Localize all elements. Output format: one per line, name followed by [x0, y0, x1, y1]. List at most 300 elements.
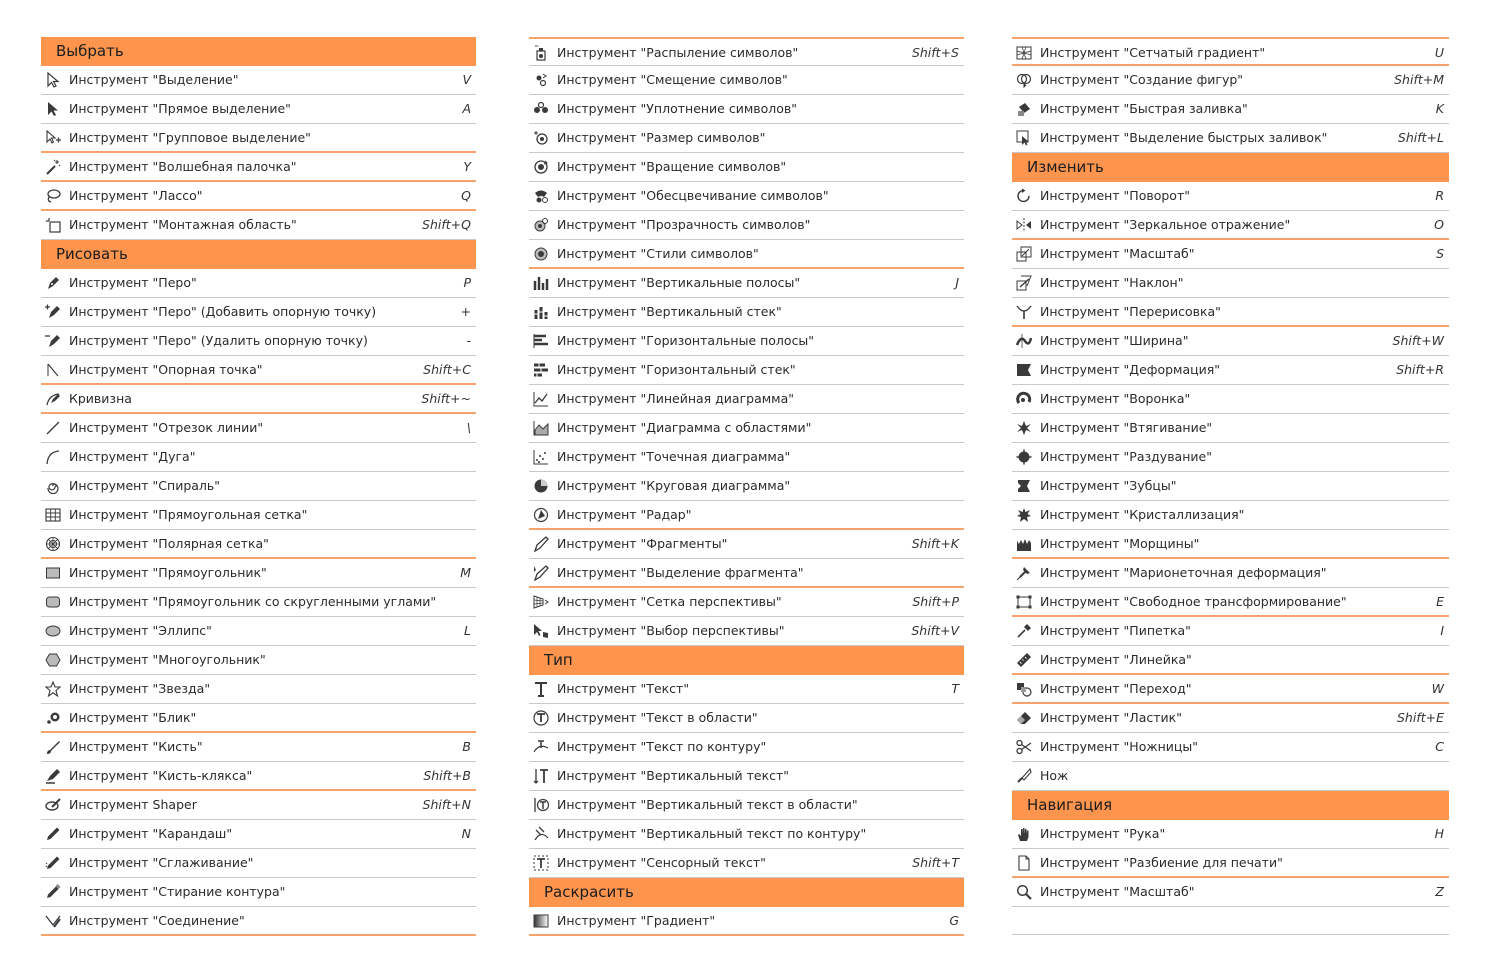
symbol-screener-icon: [533, 217, 549, 233]
spiral-icon: [45, 478, 61, 494]
shortcut-key: U: [1434, 45, 1444, 60]
tool-label: Инструмент "Уплотнение символов": [557, 101, 798, 116]
shortcut-key: Shift+V: [911, 623, 959, 638]
tool-row: [41, 182, 476, 211]
shortcut-key: Shift+M: [1394, 72, 1444, 87]
shortcut-key: Shift+R: [1396, 362, 1444, 377]
shortcut-key: O: [1434, 217, 1444, 232]
tool-row: [1012, 298, 1449, 327]
tool-row: [41, 211, 476, 240]
warp-icon: [1016, 362, 1032, 378]
shortcut-key: T: [951, 681, 959, 696]
tool-label: Инструмент Shaper: [69, 797, 197, 812]
shortcut-key: Shift+Q: [422, 217, 471, 232]
tool-label: Инструмент "Перо" (Добавить опорную точку): [69, 304, 377, 319]
vertical-type-path-icon: [533, 826, 549, 842]
tool-row: [41, 124, 476, 153]
shortcut-key: I: [1440, 623, 1444, 638]
vertical-type-icon: [533, 768, 549, 784]
tool-label: Инструмент "Обесцвечивание символов": [557, 188, 829, 203]
line-graph-icon: [533, 391, 549, 407]
flare-icon: [45, 710, 61, 726]
tool-row: [1012, 588, 1449, 617]
symbol-sizer-icon: [533, 130, 549, 146]
tool-label: Инструмент "Вертикальный текст по контуру": [557, 826, 867, 841]
tool-label: Инструмент "Перо" (Удалить опорную точку): [69, 333, 368, 348]
tool-row: [529, 849, 964, 878]
shortcut-key: Shift+L: [1397, 130, 1444, 145]
tool-label: Инструмент "Размер символов": [557, 130, 766, 145]
tool-row: [1012, 327, 1449, 356]
section-header: Рисовать: [41, 240, 476, 269]
type-icon: [533, 681, 549, 697]
tool-row: [41, 153, 476, 182]
area-type-icon: [533, 710, 549, 726]
tool-row: [1012, 849, 1449, 878]
tool-label: Инструмент "Круговая диаграмма": [557, 478, 791, 493]
tool-row: [41, 646, 476, 675]
brush-icon: [45, 739, 61, 755]
tool-label: Инструмент "Пипетка": [1040, 623, 1191, 638]
symbol-scruncher-icon: [533, 101, 549, 117]
tool-row: [529, 530, 964, 559]
ellipse-icon: [45, 623, 61, 639]
tool-label: Инструмент "Линейка": [1040, 652, 1192, 667]
tool-row: [1012, 820, 1449, 849]
join-icon: [45, 913, 61, 929]
tool-label: Инструмент "Горизонтальные полосы": [557, 333, 815, 348]
shortcut-key: W: [1431, 681, 1444, 696]
stacked-column-icon: [533, 304, 549, 320]
pucker-icon: [1016, 420, 1032, 436]
tool-label: Инструмент "Перерисовка": [1040, 304, 1221, 319]
mesh-icon: [1016, 45, 1032, 61]
tool-label: Инструмент "Свободное трансформирование": [1040, 594, 1347, 609]
print-tiling-icon: [1016, 855, 1032, 871]
tool-row: [529, 356, 964, 385]
scissors-icon: [1016, 739, 1032, 755]
tool-row: [41, 791, 476, 820]
shortcut-key: C: [1435, 739, 1444, 754]
puppet-warp-icon: [1016, 565, 1032, 581]
tool-label: Инструмент "Ножницы": [1040, 739, 1199, 754]
column-select-draw: [41, 37, 476, 936]
tool-label: Инструмент "Марионеточная деформация": [1040, 565, 1327, 580]
tool-label: Инструмент "Эллипс": [69, 623, 212, 638]
tool-row: [529, 66, 964, 95]
tool-label: Инструмент "Многоугольник": [69, 652, 266, 667]
tool-row: [1012, 559, 1449, 588]
ruler-icon: [1016, 652, 1032, 668]
tool-label: Инструмент "Полярная сетка": [69, 536, 269, 551]
tool-row: [41, 95, 476, 124]
slice-icon: [533, 536, 549, 552]
tool-row: [529, 675, 964, 704]
tool-row: [1012, 501, 1449, 530]
tool-label: Инструмент "Диаграмма с областями": [557, 420, 812, 435]
wand-icon: [45, 159, 61, 175]
arc-icon: [45, 449, 61, 465]
tool-row: [529, 501, 964, 530]
tool-row: [529, 182, 964, 211]
blend-icon: [1016, 681, 1032, 697]
shortcut-key: K: [1435, 101, 1444, 116]
tool-row: [529, 791, 964, 820]
eyedropper-icon: [1016, 623, 1032, 639]
tool-row: [529, 153, 964, 182]
tool-row: [529, 907, 964, 936]
tool-label: Инструмент "Звезда": [69, 681, 211, 696]
reshape-icon: [1016, 304, 1032, 320]
tool-label: Инструмент "Перо": [69, 275, 197, 290]
shortcut-key: Shift+E: [1396, 710, 1444, 725]
arrow-outline-icon: [45, 72, 61, 88]
shortcut-key: R: [1435, 188, 1444, 203]
bloat-icon: [1016, 449, 1032, 465]
tool-row: [529, 443, 964, 472]
shortcut-key: Shift+K: [911, 536, 959, 551]
tool-row: [1012, 66, 1449, 95]
tool-label: Инструмент "Отрезок линии": [69, 420, 264, 435]
tool-row: [41, 66, 476, 95]
tool-row: [1012, 878, 1449, 907]
tool-row: [41, 443, 476, 472]
tool-row: [41, 878, 476, 907]
tool-row: [41, 907, 476, 936]
tool-label: Инструмент "Текст по контуру": [557, 739, 767, 754]
pencil-icon: [45, 826, 61, 842]
tool-label: Инструмент "Ластик": [1040, 710, 1182, 725]
tool-label: Инструмент "Выделение фрагмента": [557, 565, 804, 580]
tool-row: [41, 704, 476, 733]
tool-label: Инструмент "Прямоугольник со скругленными углами": [69, 594, 437, 609]
tool-label: Инструмент "Карандаш": [69, 826, 233, 841]
tool-row: [41, 414, 476, 443]
tool-label: Инструмент "Поворот": [1040, 188, 1190, 203]
tool-row: [529, 414, 964, 443]
tool-label: Инструмент "Сглаживание": [69, 855, 254, 870]
tool-label: Инструмент "Кисть-клякса": [69, 768, 253, 783]
slice-select-icon: [533, 565, 549, 581]
tool-label: Инструмент "Лассо": [69, 188, 203, 203]
tool-label: Инструмент "Групповое выделение": [69, 130, 311, 145]
tool-label: Инструмент "Прямоугольная сетка": [69, 507, 308, 522]
shortcut-key: Shift+S: [911, 45, 959, 60]
radar-graph-icon: [533, 507, 549, 523]
tool-label: Инструмент "Линейная диаграмма": [557, 391, 794, 406]
tool-row: [529, 820, 964, 849]
tool-label: Инструмент "Выбор перспективы": [557, 623, 785, 638]
line-segment-icon: [45, 420, 61, 436]
tool-label: Инструмент "Монтажная область": [69, 217, 297, 232]
tool-label: Инструмент "Сетка перспективы": [557, 594, 782, 609]
shortcut-key: -: [466, 333, 471, 348]
tool-label: Инструмент "Быстрая заливка": [1040, 101, 1248, 116]
tool-label: Инструмент "Разбиение для печати": [1040, 855, 1283, 870]
tool-label: Инструмент "Выделение": [69, 72, 239, 87]
tool-label: Инструмент "Вертикальный стек": [557, 304, 782, 319]
tool-label: Инструмент "Зубцы": [1040, 478, 1177, 493]
tool-row: [1012, 124, 1449, 153]
shortcut-key: N: [461, 826, 471, 841]
twirl-icon: [1016, 391, 1032, 407]
tool-label: Инструмент "Морщины": [1040, 536, 1200, 551]
wrinkle-icon: [1016, 536, 1032, 552]
scallop-icon: [1016, 478, 1032, 494]
pen-icon: [45, 275, 61, 291]
scale-icon: [1016, 246, 1032, 262]
tool-row: [529, 762, 964, 791]
tool-label: Инструмент "Точечная диаграмма": [557, 449, 791, 464]
tool-row: [1012, 675, 1449, 704]
tool-label: Инструмент "Воронка": [1040, 391, 1191, 406]
section-header: Выбрать: [41, 37, 476, 66]
tool-row: [529, 617, 964, 646]
tool-row: [529, 240, 964, 269]
stacked-bar-icon: [533, 362, 549, 378]
shape-builder-icon: [1016, 72, 1032, 88]
tool-label: Инструмент "Масштаб": [1040, 884, 1195, 899]
shortcut-key: H: [1434, 826, 1444, 841]
tool-label: Инструмент "Раздувание": [1040, 449, 1212, 464]
arrow-plus-icon: [45, 130, 61, 146]
tool-row: [529, 472, 964, 501]
type-on-path-icon: [533, 739, 549, 755]
tool-label: Инструмент "Опорная точка": [69, 362, 263, 377]
tool-row: [529, 269, 964, 298]
shortcut-key: Shift+P: [912, 594, 959, 609]
polygon-icon: [45, 652, 61, 668]
tool-label: Инструмент "Вертикальный текст": [557, 768, 790, 783]
shaper-icon: [45, 797, 61, 813]
free-transform-icon: [1016, 594, 1032, 610]
tool-row: [41, 762, 476, 791]
blob-brush-icon: [45, 768, 61, 784]
touch-type-icon: [533, 855, 549, 871]
curvature-icon: [45, 391, 61, 407]
tool-label: Инструмент "Радар": [557, 507, 692, 522]
tool-label: Инструмент "Прямоугольник": [69, 565, 267, 580]
tool-label: Инструмент "Распыление символов": [557, 45, 799, 60]
tool-row: [1012, 414, 1449, 443]
section-header: Раскрасить: [529, 878, 964, 907]
tool-row: [1012, 95, 1449, 124]
shortcut-key: Shift+N: [422, 797, 471, 812]
shortcut-key: B: [462, 739, 471, 754]
tool-row: [529, 588, 964, 617]
tool-row: [529, 385, 964, 414]
tool-row: [1012, 617, 1449, 646]
shortcut-key: Shift+T: [912, 855, 959, 870]
tool-row: [529, 327, 964, 356]
shortcut-key: Shift+C: [423, 362, 471, 377]
tool-row: [1012, 762, 1449, 791]
gradient-icon: [533, 913, 549, 929]
reflect-icon: [1016, 217, 1032, 233]
blank-row: [1012, 907, 1449, 935]
tool-label: Инструмент "Сетчатый градиент": [1040, 45, 1266, 60]
tool-row: [41, 385, 476, 414]
shortcut-key: V: [462, 72, 471, 87]
section-header: Тип: [529, 646, 964, 675]
tool-row: [529, 37, 964, 66]
shortcut-key: Shift+B: [423, 768, 471, 783]
symbol-styler-icon: [533, 246, 549, 262]
tool-row: [41, 849, 476, 878]
tool-label: Инструмент "Наклон": [1040, 275, 1184, 290]
tool-label: Инструмент "Масштаб": [1040, 246, 1195, 261]
symbol-sprayer-icon: [533, 45, 549, 61]
symbol-shifter-icon: [533, 72, 549, 88]
symbol-stainer-icon: [533, 188, 549, 204]
smooth-icon: [45, 855, 61, 871]
tool-label: Инструмент "Создание фигур": [1040, 72, 1244, 87]
shortcut-key: \: [466, 420, 471, 435]
tool-row: [529, 211, 964, 240]
star-icon: [45, 681, 61, 697]
tool-label: Инструмент "Ширина": [1040, 333, 1189, 348]
shortcut-key: J: [955, 275, 959, 290]
tool-row: [41, 501, 476, 530]
tool-row: [1012, 211, 1449, 240]
tool-row: [1012, 530, 1449, 559]
tool-row: [529, 298, 964, 327]
rect-grid-icon: [45, 507, 61, 523]
section-header: Изменить: [1012, 153, 1449, 182]
shortcut-key: Shift+~: [421, 391, 471, 406]
shortcut-key: G: [949, 913, 959, 928]
tool-label: Инструмент "Сенсорный текст": [557, 855, 766, 870]
tool-label: Инструмент "Прозрачность символов": [557, 217, 811, 232]
tool-row: [1012, 733, 1449, 762]
tool-label: Инструмент "Вертикальный текст в области": [557, 797, 858, 812]
scatter-graph-icon: [533, 449, 549, 465]
tool-row: [529, 95, 964, 124]
tool-row: [1012, 182, 1449, 211]
tool-label: Инструмент "Стили символов": [557, 246, 759, 261]
tool-row: [41, 530, 476, 559]
rounded-rect-icon: [45, 594, 61, 610]
eraser-icon: [1016, 710, 1032, 726]
tool-row: [529, 124, 964, 153]
tool-label: Инструмент "Текст": [557, 681, 690, 696]
shortcut-key: A: [462, 101, 471, 116]
shortcut-key: Q: [461, 188, 471, 203]
anchor-point-icon: [45, 362, 61, 378]
width-icon: [1016, 333, 1032, 349]
tool-label: Инструмент "Дуга": [69, 449, 196, 464]
tool-row: [1012, 385, 1449, 414]
live-paint-icon: [1016, 101, 1032, 117]
section-header: Навигация: [1012, 791, 1449, 820]
shear-icon: [1016, 275, 1032, 291]
perspective-select-icon: [533, 623, 549, 639]
zoom-icon: [1016, 884, 1032, 900]
tool-label: Кривизна: [69, 391, 132, 406]
tool-label: Инструмент "Вертикальные полосы": [557, 275, 801, 290]
shortcut-key: P: [463, 275, 471, 290]
live-paint-select-icon: [1016, 130, 1032, 146]
tool-row: [41, 675, 476, 704]
tool-row: [41, 820, 476, 849]
tool-row: [1012, 443, 1449, 472]
shortcut-key: S: [1436, 246, 1444, 261]
shortcut-key: M: [460, 565, 471, 580]
tool-label: Инструмент "Кисть": [69, 739, 203, 754]
lasso-icon: [45, 188, 61, 204]
tool-row: [41, 617, 476, 646]
tool-row: [41, 269, 476, 298]
artboard-icon: [45, 217, 61, 233]
tool-label: Инструмент "Кристаллизация": [1040, 507, 1245, 522]
tool-row: [1012, 646, 1449, 675]
tool-row: [1012, 240, 1449, 269]
perspective-grid-icon: [533, 594, 549, 610]
arrow-solid-icon: [45, 101, 61, 117]
tool-row: [1012, 472, 1449, 501]
tool-label: Инструмент "Волшебная палочка": [69, 159, 297, 174]
tool-row: [1012, 704, 1449, 733]
tool-row: [41, 298, 476, 327]
tool-label: Инструмент "Переход": [1040, 681, 1192, 696]
tool-label: Инструмент "Градиент": [557, 913, 716, 928]
tool-label: Инструмент "Деформация": [1040, 362, 1221, 377]
pen-plus-icon: [45, 304, 61, 320]
column-graph-icon: [533, 275, 549, 291]
symbol-spinner-icon: [533, 159, 549, 175]
tool-row: [41, 559, 476, 588]
polar-grid-icon: [45, 536, 61, 552]
tool-label: Инструмент "Спираль": [69, 478, 221, 493]
tool-label: Инструмент "Смещение символов": [557, 72, 788, 87]
tool-label: Инструмент "Вращение символов": [557, 159, 787, 174]
rotate-icon: [1016, 188, 1032, 204]
knife-icon: [1016, 768, 1032, 784]
tool-label: Инструмент "Стирание контура": [69, 884, 286, 899]
rectangle-icon: [45, 565, 61, 581]
tool-row: [41, 327, 476, 356]
path-eraser-icon: [45, 884, 61, 900]
shortcut-key: Z: [1435, 884, 1444, 899]
tool-label: Инструмент "Втягивание": [1040, 420, 1213, 435]
tool-row: [1012, 269, 1449, 298]
tool-label: Нож: [1040, 768, 1069, 783]
tool-label: Инструмент "Рука": [1040, 826, 1166, 841]
tool-label: Инструмент "Горизонтальный стек": [557, 362, 796, 377]
tool-label: Инструмент "Выделение быстрых заливок": [1040, 130, 1328, 145]
tool-row: [41, 588, 476, 617]
area-graph-icon: [533, 420, 549, 436]
bar-graph-icon: [533, 333, 549, 349]
tool-label: Инструмент "Фрагменты": [557, 536, 728, 551]
tool-label: Инструмент "Текст в области": [557, 710, 758, 725]
shortcut-key: Y: [463, 159, 471, 174]
tool-row: [1012, 37, 1449, 66]
tool-label: Инструмент "Зеркальное отражение": [1040, 217, 1291, 232]
shortcut-key: E: [1436, 594, 1444, 609]
tool-row: [529, 704, 964, 733]
shortcut-key: L: [464, 623, 471, 638]
tool-row: [41, 733, 476, 762]
tool-row: [529, 559, 964, 588]
crystallize-icon: [1016, 507, 1032, 523]
shortcut-key: Shift+W: [1392, 333, 1444, 348]
hand-icon: [1016, 826, 1032, 842]
column-modify-navigate: [1012, 37, 1449, 935]
tool-row: [529, 733, 964, 762]
tool-label: Инструмент "Блик": [69, 710, 197, 725]
vertical-area-type-icon: [533, 797, 549, 813]
